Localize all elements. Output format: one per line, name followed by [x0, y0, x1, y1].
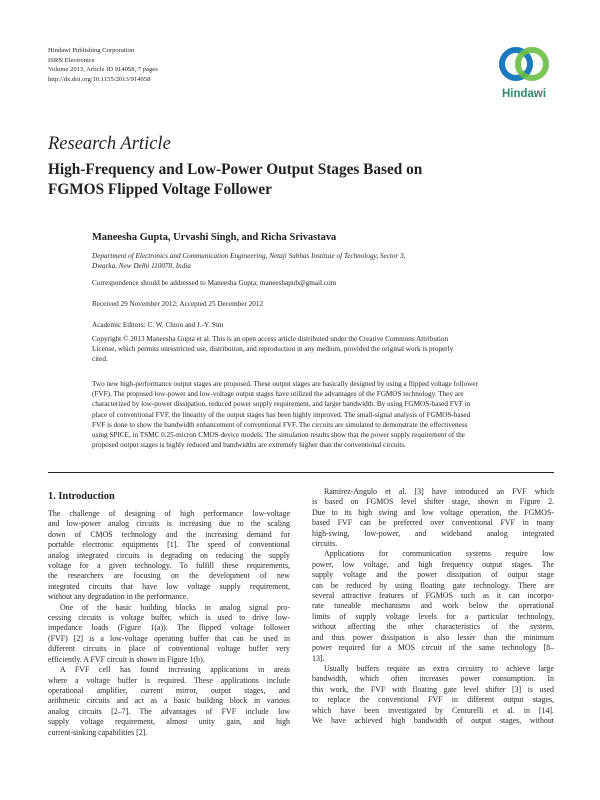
- body-line: down of CMOS technology and the increasing demand for: [48, 529, 290, 539]
- body-line: is based on FGMOS level shifter stage, shown in Figure 2.: [312, 497, 554, 507]
- body-line: We have achieved high bandwidth of output stages, without: [312, 715, 554, 725]
- abstract-line: place of conventional FVF, the linearity of the output stages has been highly improved. The small-signal analysis of FGMOS-based: [92, 410, 471, 419]
- body-line: where a voltage buffer is required. These applications include: [48, 675, 290, 685]
- body-line: which have been investigated by Centurelli et al. in [14].: [312, 705, 554, 715]
- body-line: power, low voltage, and high frequency output stages. The: [312, 559, 554, 569]
- body-line: based FVF can be preferred over conventional FVF in many: [312, 518, 554, 528]
- academic-editors: [92, 320, 554, 330]
- body-line: power required for a MOS circuit of the same technology [8–: [312, 643, 554, 653]
- correspondence: [92, 278, 554, 288]
- body-line: The challenge of designing of high performance low-voltage: [48, 509, 290, 518]
- body-line: arithmetic circuits and act as a basic building block in various: [48, 696, 290, 706]
- right-column: [312, 487, 554, 726]
- body-line: cessing circuits is voltage buffer, which is used to drive low-: [48, 613, 290, 623]
- section-divider: [48, 472, 554, 473]
- body-line: current-sinking capabilities [2].: [48, 727, 148, 737]
- left-column: [48, 490, 290, 738]
- journal-name: ISRN Electronics: [48, 56, 95, 64]
- body-line: A FVF cell has found increasing applications in areas: [60, 665, 290, 675]
- body-line: several attractive features of FGMOS such as it can incorpo-: [312, 591, 554, 601]
- affiliation-line: Department of Electronics and Communication Engineering, Netaji Subhas Institute of Technology, Sector 3,: [92, 252, 406, 260]
- body-line: circuits.: [312, 539, 338, 549]
- dates-text: Received 29 November 2012; Accepted 25 December 2012: [92, 300, 264, 308]
- body-line: analog integrated circuits is degrading on reducing the supply: [48, 550, 290, 560]
- body-line: analog circuits [2–7]. The advantages of FVF include low: [48, 706, 290, 716]
- journal-header: [48, 46, 158, 84]
- body-line: Due to its high swing and low voltage operation, the FGMOS-: [312, 507, 554, 517]
- publisher-name: Hindawi Publishing Corporation: [48, 47, 135, 54]
- body-line: efficiently. A FVF circuit is shown in Figure 1(b).: [48, 654, 205, 664]
- section-heading: 1. Introduction: [48, 491, 115, 502]
- volume-info: Volume 2013, Article ID 914058, 7 pages: [48, 66, 158, 74]
- affiliation-line: Dwarka, New Delhi 110078, India: [92, 262, 191, 270]
- author-list: Maneesha Gupta, Urvashi Singh, and Richa Srivastava: [92, 232, 337, 243]
- abstract-line: FVF is done to show the bandwidth enhancement of conventional FVF. The circuits are simulated to demonstrate the effectiveness: [92, 420, 468, 429]
- article-title: [48, 160, 548, 200]
- body-line: and thus power dissipation is also lesser than the minimum: [312, 632, 554, 642]
- dates: [92, 299, 554, 309]
- body-line: bandwidth, which often increases power consumption. In: [312, 674, 554, 684]
- title-line: High-Frequency and Low-Power Output Stages Based on: [48, 161, 423, 178]
- body-line: without affecting the other characteristics of the system,: [312, 622, 554, 632]
- body-line: without any degradation in the performance.: [48, 592, 189, 602]
- body-line: supply voltage and the power dissipation of output stage: [312, 570, 554, 580]
- doi-link[interactable]: http://dx.doi.org/10.1155/2013/914058: [48, 75, 151, 83]
- affiliation: [92, 251, 554, 271]
- body-line: Ramirez-Angulo et al. [3] have introduced an FVF which: [324, 487, 554, 496]
- body-line: One of the basic building blocks in analog signal pro-: [60, 602, 290, 612]
- body-line: limits of supply voltage levels for a particular technology,: [312, 611, 554, 621]
- body-line: supply voltage requirement, almost unity gain, and high: [48, 717, 290, 727]
- copyright-notice: [92, 334, 554, 364]
- article-type: Research Article: [48, 134, 171, 154]
- body-line: voltage for a given technology. To fulfill these requirements,: [48, 561, 290, 571]
- body-line: Applications for communication systems require low: [324, 549, 554, 559]
- hindawi-logo: [494, 42, 554, 106]
- body-line: portable electronic equipments [1]. The speed of conventional: [48, 540, 290, 550]
- body-line: the researchers are focusing on the development of new: [48, 571, 290, 581]
- logo-wordmark: Hindawi: [501, 88, 547, 100]
- copyright-line: Copyright © 2013 Maneesha Gupta et al. This is an open access article distributed under the Creative Commons Attribution: [92, 335, 449, 343]
- abstract-line: using SPICE, in TSMC 0.25-micron CMOS device models. The simulation results show that the power supply requirement of the: [92, 431, 465, 440]
- body-line: impedance loads (Figure 1(a)). The flipped voltage follower: [48, 623, 290, 633]
- body-line: high-swing, low-power, and wideband analog integrated: [312, 528, 554, 538]
- abstract-line: (FVF). The proposed low-power and low-voltage output stages have utilized the advantages of the FGMOS technology. They are: [92, 390, 464, 399]
- body-line: this work, the FVF with floating gate level shifter [3] is used: [312, 684, 554, 694]
- body-line: to replace the conventional FVF in different output stages,: [312, 695, 554, 705]
- editors-text: Academic Editors: C. W. Chiou and J.-Y. Sim: [92, 321, 224, 329]
- abstract-line: Two new high-performance output stages are proposed. These output stages are basically designed by using a flipped voltage follower: [92, 380, 478, 388]
- hindawi-rings-icon: [494, 42, 554, 88]
- body-line: (FVF) [2] is a low-voltage operating buffer that can be used in: [48, 633, 290, 643]
- body-line: can be reduced by using floating gate technology. There are: [312, 580, 554, 590]
- abstract-line: characterized by low-power dissipation, reduced power supply requirement, and larger bandwidth. By using FGMOS-based FVF in: [92, 400, 471, 409]
- title-line: FGMOS Flipped Voltage Follower: [48, 181, 272, 198]
- body-line: Usually buffers require an extra circuitry to achieve large: [324, 663, 554, 673]
- body-line: different circuits in place of conventional voltage buffer very: [48, 644, 290, 654]
- body-line: rate tuneable mechanisms and work below the operational: [312, 601, 554, 611]
- correspondence-text: Correspondence should be addressed to Maneesha Gupta; maneeshapub@gmail.com: [92, 279, 337, 287]
- abstract: [92, 379, 554, 450]
- copyright-line: cited.: [92, 355, 108, 363]
- body-line: and low-power analog circuits is increasing due to the scaling: [48, 519, 290, 529]
- body-line: 13].: [312, 653, 325, 663]
- body-line: integrated circuits that have low voltage supply requirement,: [48, 581, 290, 591]
- body-line: operational amplifier, current mirror, output stages, and: [48, 685, 290, 695]
- abstract-line: proposed output stages is highly reduced and bandwidths are extremely higher than the conventional circuits.: [92, 441, 406, 450]
- copyright-line: License, which permits unrestricted use, distribution, and reproduction in any medium, provided the original work is properly: [92, 345, 454, 353]
